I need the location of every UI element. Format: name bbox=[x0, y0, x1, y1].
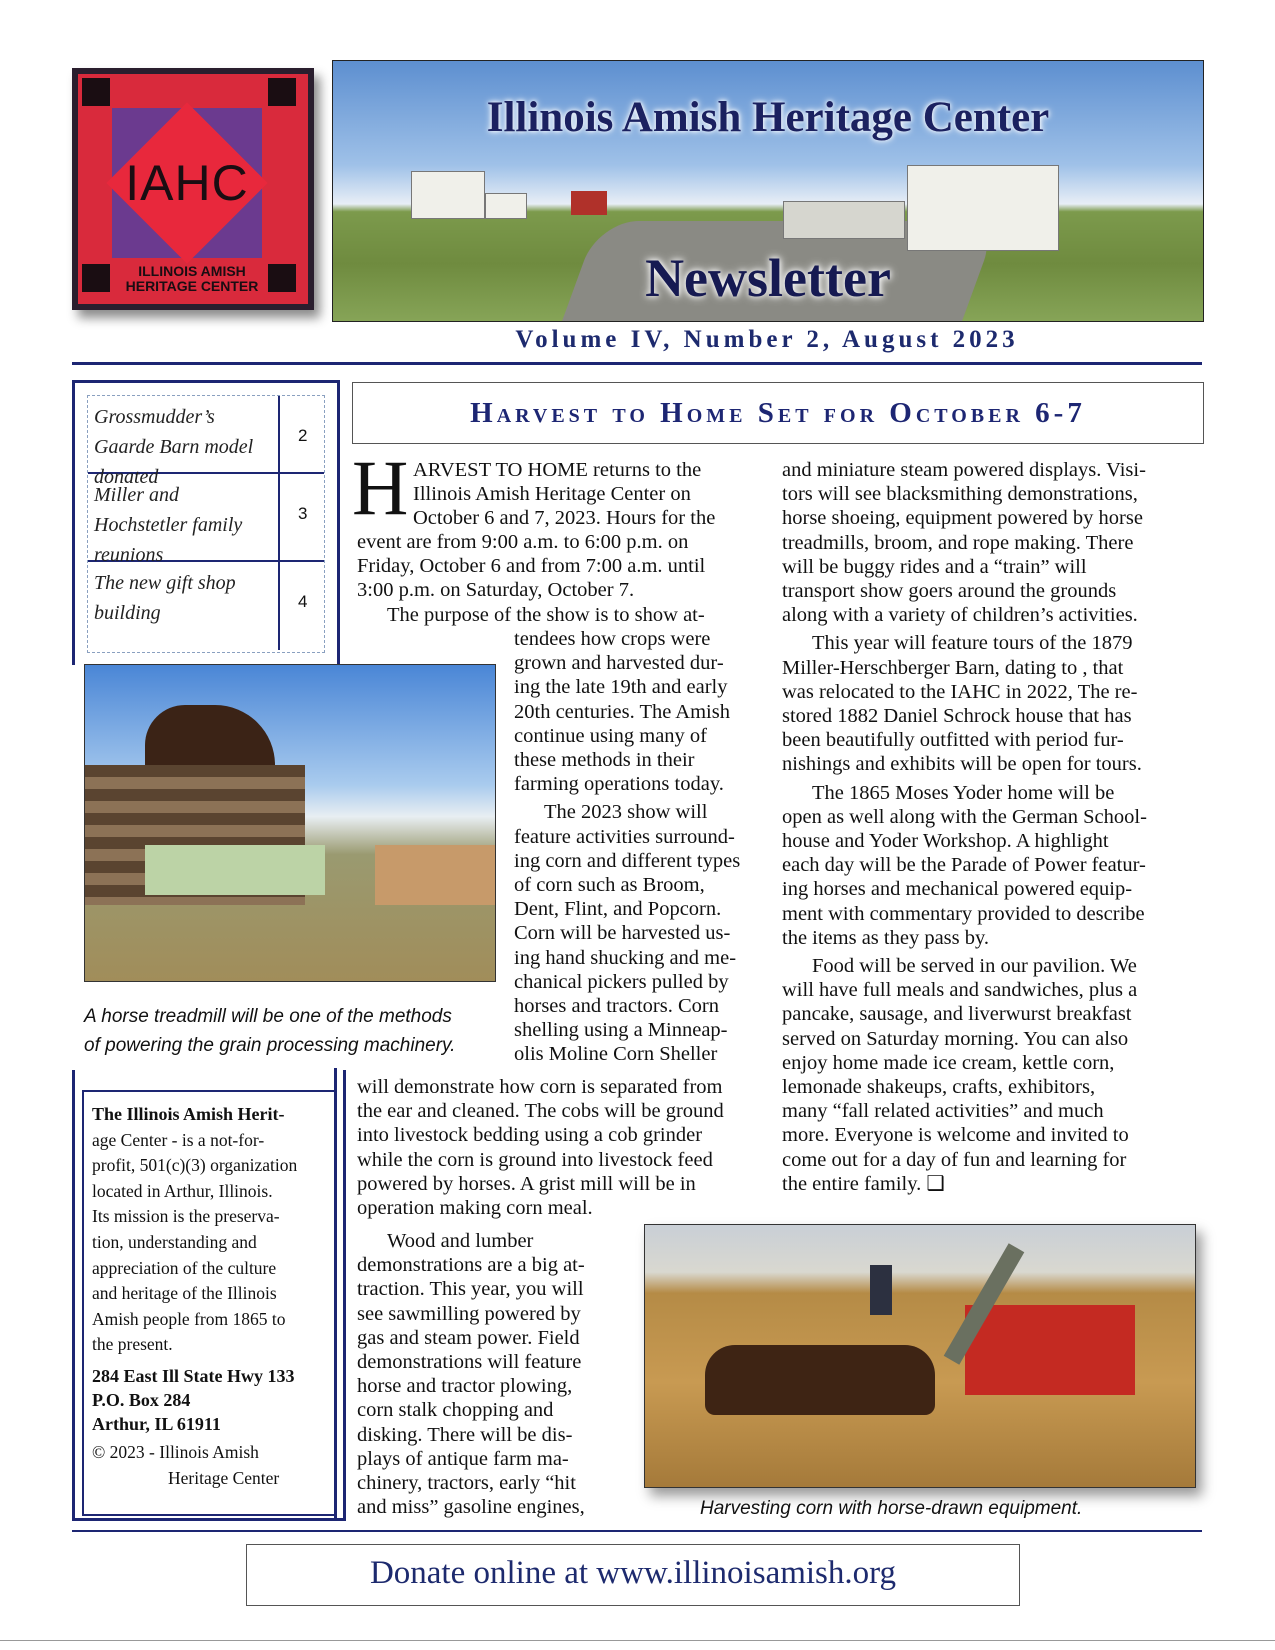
logo-abbrev: IAHC bbox=[125, 155, 249, 211]
text-line: Illinois Amish Heritage Center on bbox=[413, 483, 691, 506]
divider-top bbox=[72, 362, 1202, 365]
about-line: and heritage of the Illinois bbox=[92, 1283, 277, 1304]
text-line: demonstrations will feature bbox=[357, 1351, 582, 1374]
about-line: tion, understanding and bbox=[92, 1231, 257, 1252]
address-line: 284 East Ill State Hwy 133 bbox=[92, 1365, 295, 1386]
red-barn-image bbox=[571, 191, 607, 215]
text-line: powered by horses. A grist mill will be in bbox=[357, 1172, 696, 1195]
text-line: feature activities surround- bbox=[514, 825, 735, 848]
text-line: farming operations today. bbox=[514, 773, 724, 796]
text-line: continue using many of bbox=[514, 724, 708, 747]
photo1-caption bbox=[84, 1002, 524, 1060]
text-line: October 6 and 7, 2023. Hours for the bbox=[413, 507, 716, 530]
table-of-contents bbox=[72, 380, 340, 665]
about-line: appreciation of the culture bbox=[92, 1257, 277, 1278]
address-line: P.O. Box 284 bbox=[92, 1389, 191, 1410]
text-line: these methods in their bbox=[514, 749, 695, 772]
text-line: of corn such as Broom, bbox=[514, 874, 705, 897]
text-line: ment with commentary provided to describe bbox=[782, 902, 1145, 925]
text-line: The 2023 show will bbox=[544, 801, 708, 824]
text-line: was relocated to the IAHC in 2022, The re- bbox=[782, 680, 1138, 703]
text-line: Friday, October 6 and from 7:00 a.m. until bbox=[357, 555, 706, 578]
caption-line: A horse treadmill will be one of the methods bbox=[84, 1006, 452, 1027]
toc-item[interactable] bbox=[88, 562, 324, 650]
text-line: Food will be served in our pavilion. We bbox=[812, 955, 1137, 978]
text-line: been beautifully outfitted with period fur- bbox=[782, 729, 1124, 752]
horse-treadmill-photo bbox=[84, 664, 496, 982]
about-name-line: The Illinois Amish Herit- bbox=[92, 1104, 285, 1124]
about-line: profit, 501(c)(3) organization bbox=[92, 1155, 298, 1176]
text-line: stored 1882 Daniel Schrock house that has bbox=[782, 705, 1132, 728]
toc-box bbox=[87, 395, 325, 653]
large-house-image bbox=[907, 165, 1059, 251]
text-line: Wood and lumber bbox=[387, 1230, 534, 1252]
text-line: shelling using a Minneap- bbox=[514, 1019, 728, 1042]
text-line: traction. This year, you will bbox=[357, 1278, 584, 1301]
text-line: and miss” gasoline engines, bbox=[357, 1496, 585, 1519]
text-line: ing hand shucking and me- bbox=[514, 946, 737, 969]
text-line: 3:00 p.m. on Saturday, October 7. bbox=[357, 579, 635, 602]
toc-item-page: 2 bbox=[298, 426, 308, 445]
buggy-icon bbox=[82, 264, 110, 292]
text-line: will be buggy rides and a “train” will bbox=[782, 555, 1087, 578]
text-line: transport show goers around the grounds bbox=[782, 580, 1117, 603]
text-line: along with a variety of children’s activities. bbox=[782, 604, 1138, 627]
donate-box[interactable] bbox=[246, 1544, 1020, 1606]
address bbox=[92, 1364, 328, 1436]
about-line: Amish people from 1865 to bbox=[92, 1308, 286, 1329]
text-line: come out for a day of fun and learning for bbox=[782, 1148, 1127, 1171]
text-line: Miller-Herschberger Barn, dating to , that bbox=[782, 656, 1124, 679]
text-line: tendees how crops were bbox=[514, 628, 711, 650]
about-text bbox=[92, 1102, 328, 1491]
text-line: open as well along with the German School- bbox=[782, 805, 1147, 828]
para1-intro bbox=[413, 458, 743, 531]
about-line: the present. bbox=[92, 1334, 173, 1355]
text-line: the entire family. ❑ bbox=[782, 1172, 945, 1195]
text-line: while the corn is ground into livestock feed bbox=[357, 1148, 713, 1171]
toc-item-page: 4 bbox=[298, 592, 308, 611]
text-line: plays of antique farm ma- bbox=[357, 1447, 569, 1470]
para2-narrow bbox=[514, 627, 764, 1067]
logo-name: ILLINOIS AMISH HERITAGE CENTER bbox=[125, 263, 259, 294]
text-line: The 1865 Moses Yoder home will be bbox=[812, 781, 1115, 804]
text-line: will have full meals and sandwiches, plus a bbox=[782, 979, 1138, 1002]
farmer-image bbox=[870, 1265, 892, 1315]
text-line: operation making corn meal. bbox=[357, 1197, 593, 1220]
text-line: many “fall related activities” and much bbox=[782, 1100, 1104, 1123]
text-line: tors will see blacksmithing demonstrations, bbox=[782, 483, 1138, 506]
about-line: Its mission is the preserva- bbox=[92, 1206, 280, 1227]
horses-image bbox=[705, 1345, 935, 1415]
text-line: Corn will be harvested us- bbox=[514, 922, 731, 945]
text-line: event are from 9:00 a.m. to 6:00 p.m. on bbox=[357, 531, 689, 553]
photo2-caption: Harvesting corn with horse-drawn equipment. bbox=[700, 1498, 1083, 1519]
toc-item[interactable] bbox=[88, 396, 324, 488]
text-line: more. Everyone is welcome and invited to bbox=[782, 1124, 1129, 1147]
text-line: Dent, Flint, and Popcorn. bbox=[514, 898, 722, 921]
banner-subtitle: Newsletter bbox=[645, 248, 891, 308]
volume-line: Volume IV, Number 2, August 2023 bbox=[515, 326, 1019, 353]
text-line: grown and harvested dur- bbox=[514, 652, 724, 675]
buggy-icon bbox=[268, 78, 296, 106]
text-line: see sawmilling powered by bbox=[357, 1302, 581, 1325]
article-headline bbox=[352, 382, 1204, 444]
para3-wide bbox=[357, 1075, 777, 1220]
woodpile-image bbox=[375, 845, 495, 905]
text-line: will demonstrate how corn is separated from bbox=[357, 1076, 723, 1098]
para1-rest bbox=[357, 530, 757, 627]
text-line: gas and steam power. Field bbox=[357, 1326, 580, 1349]
text-line: pancake, sausage, and liverwurst breakfast bbox=[782, 1003, 1132, 1026]
farmhouse-image bbox=[411, 171, 485, 219]
masthead-banner bbox=[332, 60, 1204, 322]
text-line: ing horses and mechanical powered equip- bbox=[782, 878, 1133, 901]
text-line: and miniature steam powered displays. Visi- bbox=[782, 459, 1146, 481]
address-line: Arthur, IL 61911 bbox=[92, 1413, 221, 1434]
text-line: horses and tractors. Corn bbox=[514, 995, 719, 1018]
divider-bottom bbox=[72, 1530, 1202, 1532]
text-line: served on Saturday morning. You can also bbox=[782, 1027, 1129, 1050]
text-line: The purpose of the show is to show at- bbox=[387, 603, 705, 626]
text-line: house and Yoder Workshop. A highlight bbox=[782, 830, 1109, 853]
text-line: ing corn and different types bbox=[514, 849, 741, 872]
drop-cap: H bbox=[352, 444, 409, 531]
corn-harvest-photo bbox=[644, 1224, 1196, 1488]
toc-item-title: Miller and Hochstetler family reunions bbox=[94, 484, 243, 566]
text-line: lemonade shakeups, crafts, exhibitors, bbox=[782, 1076, 1096, 1099]
text-line: treadmills, broom, and rope making. There bbox=[782, 531, 1134, 554]
text-line: chinery, tractors, early “hit bbox=[357, 1472, 576, 1495]
text-line: olis Moline Corn Sheller bbox=[514, 1043, 718, 1066]
text-line: corn stalk chopping and bbox=[357, 1399, 554, 1422]
text-line: each day will be the Parade of Power featur- bbox=[782, 854, 1146, 877]
text-line: 20th centuries. The Amish bbox=[514, 700, 730, 723]
text-line: horse and tractor plowing, bbox=[357, 1375, 573, 1398]
toc-item-page: 3 bbox=[298, 504, 308, 523]
text-line: horse shoeing, equipment powered by horse bbox=[782, 507, 1143, 530]
about-box bbox=[82, 1090, 336, 1516]
text-line: ing the late 19th and early bbox=[514, 676, 728, 699]
banner-title: Illinois Amish Heritage Center bbox=[486, 94, 1050, 141]
toc-item[interactable] bbox=[88, 474, 324, 566]
text-line: chanical pickers pulled by bbox=[514, 970, 729, 993]
text-line: the ear and cleaned. The cobs will be ground bbox=[357, 1100, 724, 1123]
text-line: into livestock bedding using a cob grinder bbox=[357, 1124, 703, 1147]
text-line: nishings and exhibits will be open for tours. bbox=[782, 753, 1142, 776]
copyright-line: © 2023 - Illinois Amish bbox=[92, 1441, 259, 1462]
text-line: This year will feature tours of the 1879 bbox=[812, 632, 1133, 655]
text-line: disking. There will be dis- bbox=[357, 1423, 573, 1446]
headline-text: Harvest to Home Set for October 6-7 bbox=[470, 397, 1086, 429]
about-line: located in Arthur, Illinois. bbox=[92, 1180, 273, 1201]
text-line: the items as they pass by. bbox=[782, 926, 990, 949]
toc-item-title: Grossmudder’s Gaarde Barn model donated bbox=[94, 406, 254, 488]
para4 bbox=[357, 1229, 627, 1519]
machine-image bbox=[145, 845, 325, 895]
about-line: age Center - is a not-for- bbox=[92, 1129, 265, 1150]
pavilion-image bbox=[783, 201, 905, 239]
toc-item-title: The new gift shop building bbox=[94, 572, 236, 624]
iahc-logo bbox=[72, 68, 314, 310]
donate-link[interactable]: Donate online at www.illinoisamish.org bbox=[369, 1555, 897, 1591]
caption-line: of powering the grain processing machinery. bbox=[84, 1035, 456, 1056]
text-line: enjoy home made ice cream, kettle corn, bbox=[782, 1051, 1115, 1074]
house-icon bbox=[82, 78, 110, 106]
copyright-line: Heritage Center bbox=[168, 1467, 280, 1488]
building-image bbox=[485, 193, 527, 219]
text-line: demonstrations are a big at- bbox=[357, 1254, 585, 1277]
house-icon bbox=[268, 264, 296, 292]
text-line: ARVEST TO HOME returns to the bbox=[413, 459, 702, 481]
page-edge bbox=[0, 1640, 1275, 1641]
column-two bbox=[782, 458, 1202, 1196]
red-wagon-image bbox=[965, 1305, 1135, 1395]
